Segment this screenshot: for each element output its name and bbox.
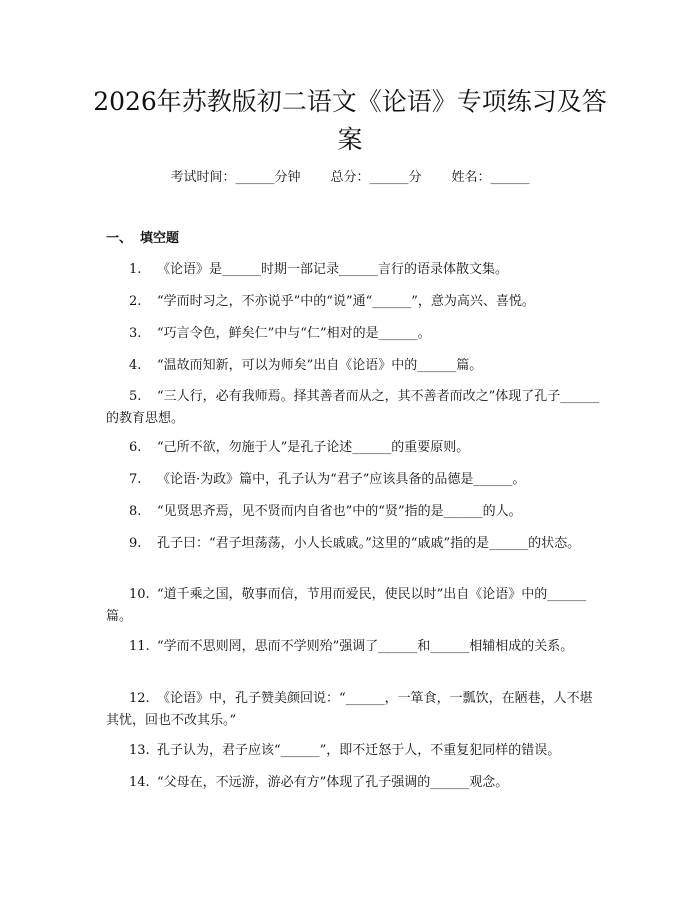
question-text: “学而不思则罔，思而不学则殆”强调了______和______相辅相成的关系。	[157, 639, 574, 654]
question-number: 2.	[129, 294, 142, 309]
question-item	[106, 688, 602, 732]
question-number: 3.	[129, 326, 142, 341]
question-number: 4.	[129, 358, 142, 373]
document-title: 2026年苏教版初二语文《论语》专项练习及答案	[93, 87, 607, 154]
question-item	[106, 323, 602, 345]
question-item	[106, 355, 602, 377]
question-text: “父母在，不远游，游必有方”体现了孔子强调的______观念。	[157, 775, 509, 790]
question-item	[106, 291, 602, 313]
question-number: 10.	[129, 587, 150, 602]
question-text: “温故而知新，可以为师矣”出自《论语》中的______篇。	[157, 358, 483, 373]
question-number: 7.	[129, 472, 142, 487]
question-number: 9.	[129, 536, 142, 551]
question-text: “己所不欲，勿施于人”是孔子论述______的重要原则。	[157, 440, 470, 455]
section-title: 填空题	[140, 231, 180, 246]
question-text: 《论语·为政》篇中，孔子认为“君子”应该具备的品德是______。	[157, 472, 526, 487]
question-text: “三人行，必有我师焉。择其善者而从之，其不善者而改之”体现了孔子______的教育思想。	[106, 389, 600, 426]
question-item	[106, 501, 602, 523]
question-number: 13.	[129, 743, 150, 758]
question-item	[106, 386, 602, 430]
question-text: 孔子曰：“君子坦荡荡，小人长戚戚。”这里的“戚戚”指的是______的状态。	[157, 536, 581, 551]
question-item	[106, 259, 602, 281]
question-item	[106, 584, 602, 628]
question-text: “巧言令色，鲜矣仁”中与“仁”相对的是______。	[157, 326, 431, 341]
student-name-field: 姓名：______	[451, 170, 530, 185]
question-item	[106, 772, 602, 794]
section-heading	[106, 230, 179, 248]
section-number: 一、	[106, 231, 133, 246]
question-text: “见贤思齐焉，见不贤而内自省也”中的“贤”指的是______的人。	[157, 504, 522, 519]
question-number: 12.	[129, 691, 150, 706]
question-number: 8.	[129, 504, 142, 519]
question-text: 孔子认为，君子应该“______”，即不迁怒于人，不重复犯同样的错误。	[157, 743, 561, 758]
exam-time-field: 考试时间：______分钟	[170, 170, 301, 185]
question-item	[106, 533, 602, 555]
question-text: 《论语》是______时期一部记录______言行的语录体散文集。	[157, 262, 509, 277]
question-text: “学而时习之，不亦说乎”中的“说”通“______”，意为高兴、喜悦。	[157, 294, 535, 309]
exam-info	[0, 168, 700, 188]
question-item	[106, 740, 602, 762]
question-text: “道千乘之国，敬事而信，节用而爱民，使民以时”出自《论语》中的______篇。	[106, 587, 587, 624]
question-item	[106, 469, 602, 491]
exam-score-field: 总分：______分	[330, 170, 422, 185]
question-number: 5.	[129, 389, 142, 404]
question-text: 《论语》中，孔子赞美颜回说：“______，一箪食，一瓢饮，在陋巷，人不堪其忧，回也不改其乐。”	[106, 691, 593, 728]
question-item	[106, 636, 602, 658]
question-number: 11.	[129, 639, 150, 654]
question-number: 6.	[129, 440, 142, 455]
question-item	[106, 437, 602, 459]
question-number: 1.	[129, 262, 142, 277]
question-number: 14.	[129, 775, 150, 790]
